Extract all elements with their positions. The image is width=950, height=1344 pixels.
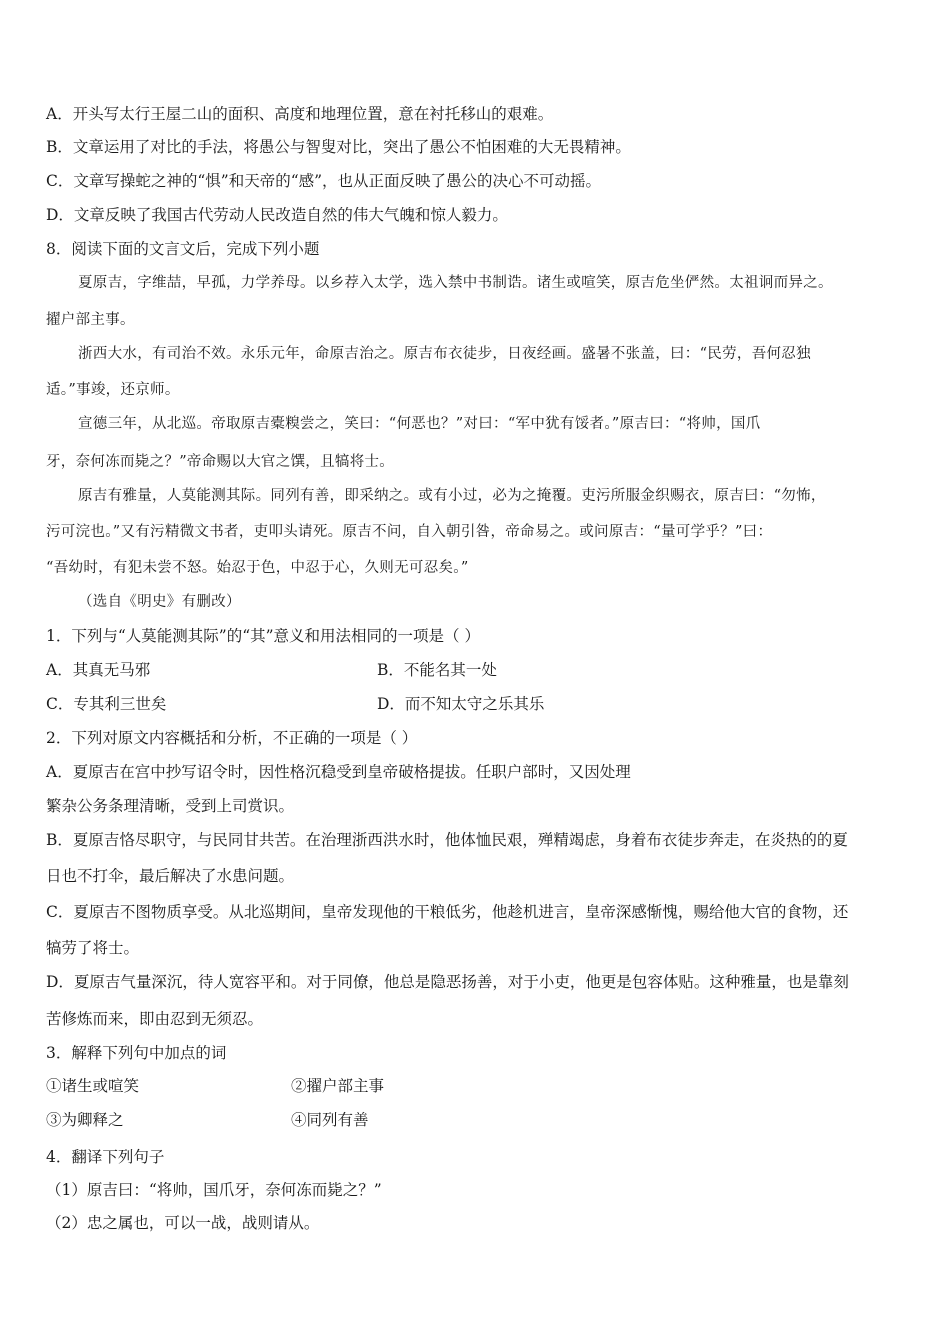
passage-p1-line1: 夏原吉，字维喆，早孤，力学养母。以乡荐入太学，选入禁中书制诰。诸生或喧笑，原吉危坐俨然。太祖诇而异之。 — [78, 275, 833, 291]
sub2-option-a-line2: 繁杂公务条理清晰，受到上司赏识。 — [46, 797, 295, 815]
passage-p3-line2: 牙，奈何冻而毙之？”帝命赐以大官之馔，且犒将士。 — [46, 454, 395, 470]
passage-p3-line1: 宣德三年，从北巡。帝取原吉橐糗尝之，笑曰：“何恶也？”对曰：“军中犹有馁者。”原吉曰：“将帅，国爪 — [78, 416, 761, 432]
sub3-item-4: ④同列有善 — [291, 1111, 369, 1129]
sub1-option-b: B．不能名其一处 — [377, 661, 497, 679]
sub3-item-1: ①诸生或喧笑 — [46, 1077, 140, 1095]
sub3-stem: 3．解释下列句中加点的词 — [46, 1044, 227, 1062]
passage-p4-line1: 原吉有雅量，人莫能测其际。同列有善，即采纳之。或有小过，必为之掩覆。吏污所服金织赐衣，原吉曰：“勿怖， — [78, 488, 826, 504]
sub2-option-c-line1: C．夏原吉不图物质享受。从北巡期间，皇帝发现他的干粮低劣，他趁机进言，皇帝深感惭愧，赐给他大官的食物，还 — [46, 903, 849, 921]
q7-option-d: D．文章反映了我国古代劳动人民改造自然的伟大气魄和惊人毅力。 — [46, 206, 508, 224]
sub1-option-d: D．而不知太守之乐其乐 — [377, 695, 545, 713]
sub2-option-d-line2: 苦修炼而来，即由忍到无须忍。 — [46, 1010, 264, 1028]
sub3-item-2: ②擢户部主事 — [291, 1077, 385, 1095]
sub3-item-3: ③为卿释之 — [46, 1111, 124, 1129]
sub1-option-c: C．专其利三世矣 — [46, 695, 167, 713]
sub4-sentence-1: （1）原吉曰：“将帅，国爪牙，奈何冻而毙之？” — [46, 1181, 382, 1199]
sub2-option-c-line2: 犒劳了将士。 — [46, 939, 140, 957]
sub1-stem: 1．下列与“人莫能测其际”的“其”意义和用法相同的一项是（ ） — [46, 627, 480, 645]
sub2-option-d-line1: D．夏原吉气量深沉，待人宽容平和。对于同僚，他总是隐恶扬善，对于小吏，他更是包容体贴。这种雅量，也是靠刻 — [46, 973, 849, 991]
passage-p2-line1: 浙西大水，有司治不效。永乐元年，命原吉治之。原吉布衣徒步，日夜经画。盛暑不张盖，曰：“民劳，吾何忍独 — [78, 346, 811, 362]
sub1-option-a: A．其真无马邪 — [46, 661, 151, 679]
sub2-option-a-line1: A．夏原吉在宫中抄写诏令时，因性格沉稳受到皇帝破格提拔。任职户部时，又因处理 — [46, 763, 631, 781]
passage-p1-line2: 擢户部主事。 — [46, 312, 135, 328]
q7-option-a: A．开头写太行王屋二山的面积、高度和地理位置，意在衬托移山的艰难。 — [46, 105, 554, 123]
sub4-sentence-2: （2）忠之属也，可以一战，战则请从。 — [46, 1214, 320, 1232]
passage-p4-line3: “吾幼时，有犯未尝不怒。始忍于色，中忍于心，久则无可忍矣。” — [46, 560, 469, 576]
sub2-stem: 2．下列对原文内容概括和分析，不正确的一项是（ ） — [46, 729, 418, 747]
sub2-option-b-line2: 日也不打伞，最后解决了水患问题。 — [46, 867, 295, 885]
sub4-stem: 4．翻译下列句子 — [46, 1148, 165, 1166]
q7-option-b: B．文章运用了对比的手法，将愚公与智叟对比，突出了愚公不怕困难的大无畏精神。 — [46, 138, 631, 156]
q7-option-c: C．文章写操蛇之神的“惧”和天帝的“感”，也从正面反映了愚公的决心不可动摇。 — [46, 172, 602, 190]
q8-heading: 8．阅读下面的文言文后，完成下列小题 — [46, 240, 320, 258]
sub2-option-b-line1: B．夏原吉恪尽职守，与民同甘共苦。在治理浙西洪水时，他体恤民艰，殚精竭虑，身着布衣徒步奔走，在炎热的的夏 — [46, 831, 848, 849]
passage-source: （选自《明史》有删改） — [78, 594, 241, 610]
passage-p2-line2: 适。”事竣，还京师。 — [46, 382, 180, 398]
passage-p4-line2: 污可浣也。”又有污精微文书者，吏叩头请死。原吉不问，自入朝引咎，帝命易之。或问原吉：“量可学乎？”曰： — [46, 524, 773, 540]
